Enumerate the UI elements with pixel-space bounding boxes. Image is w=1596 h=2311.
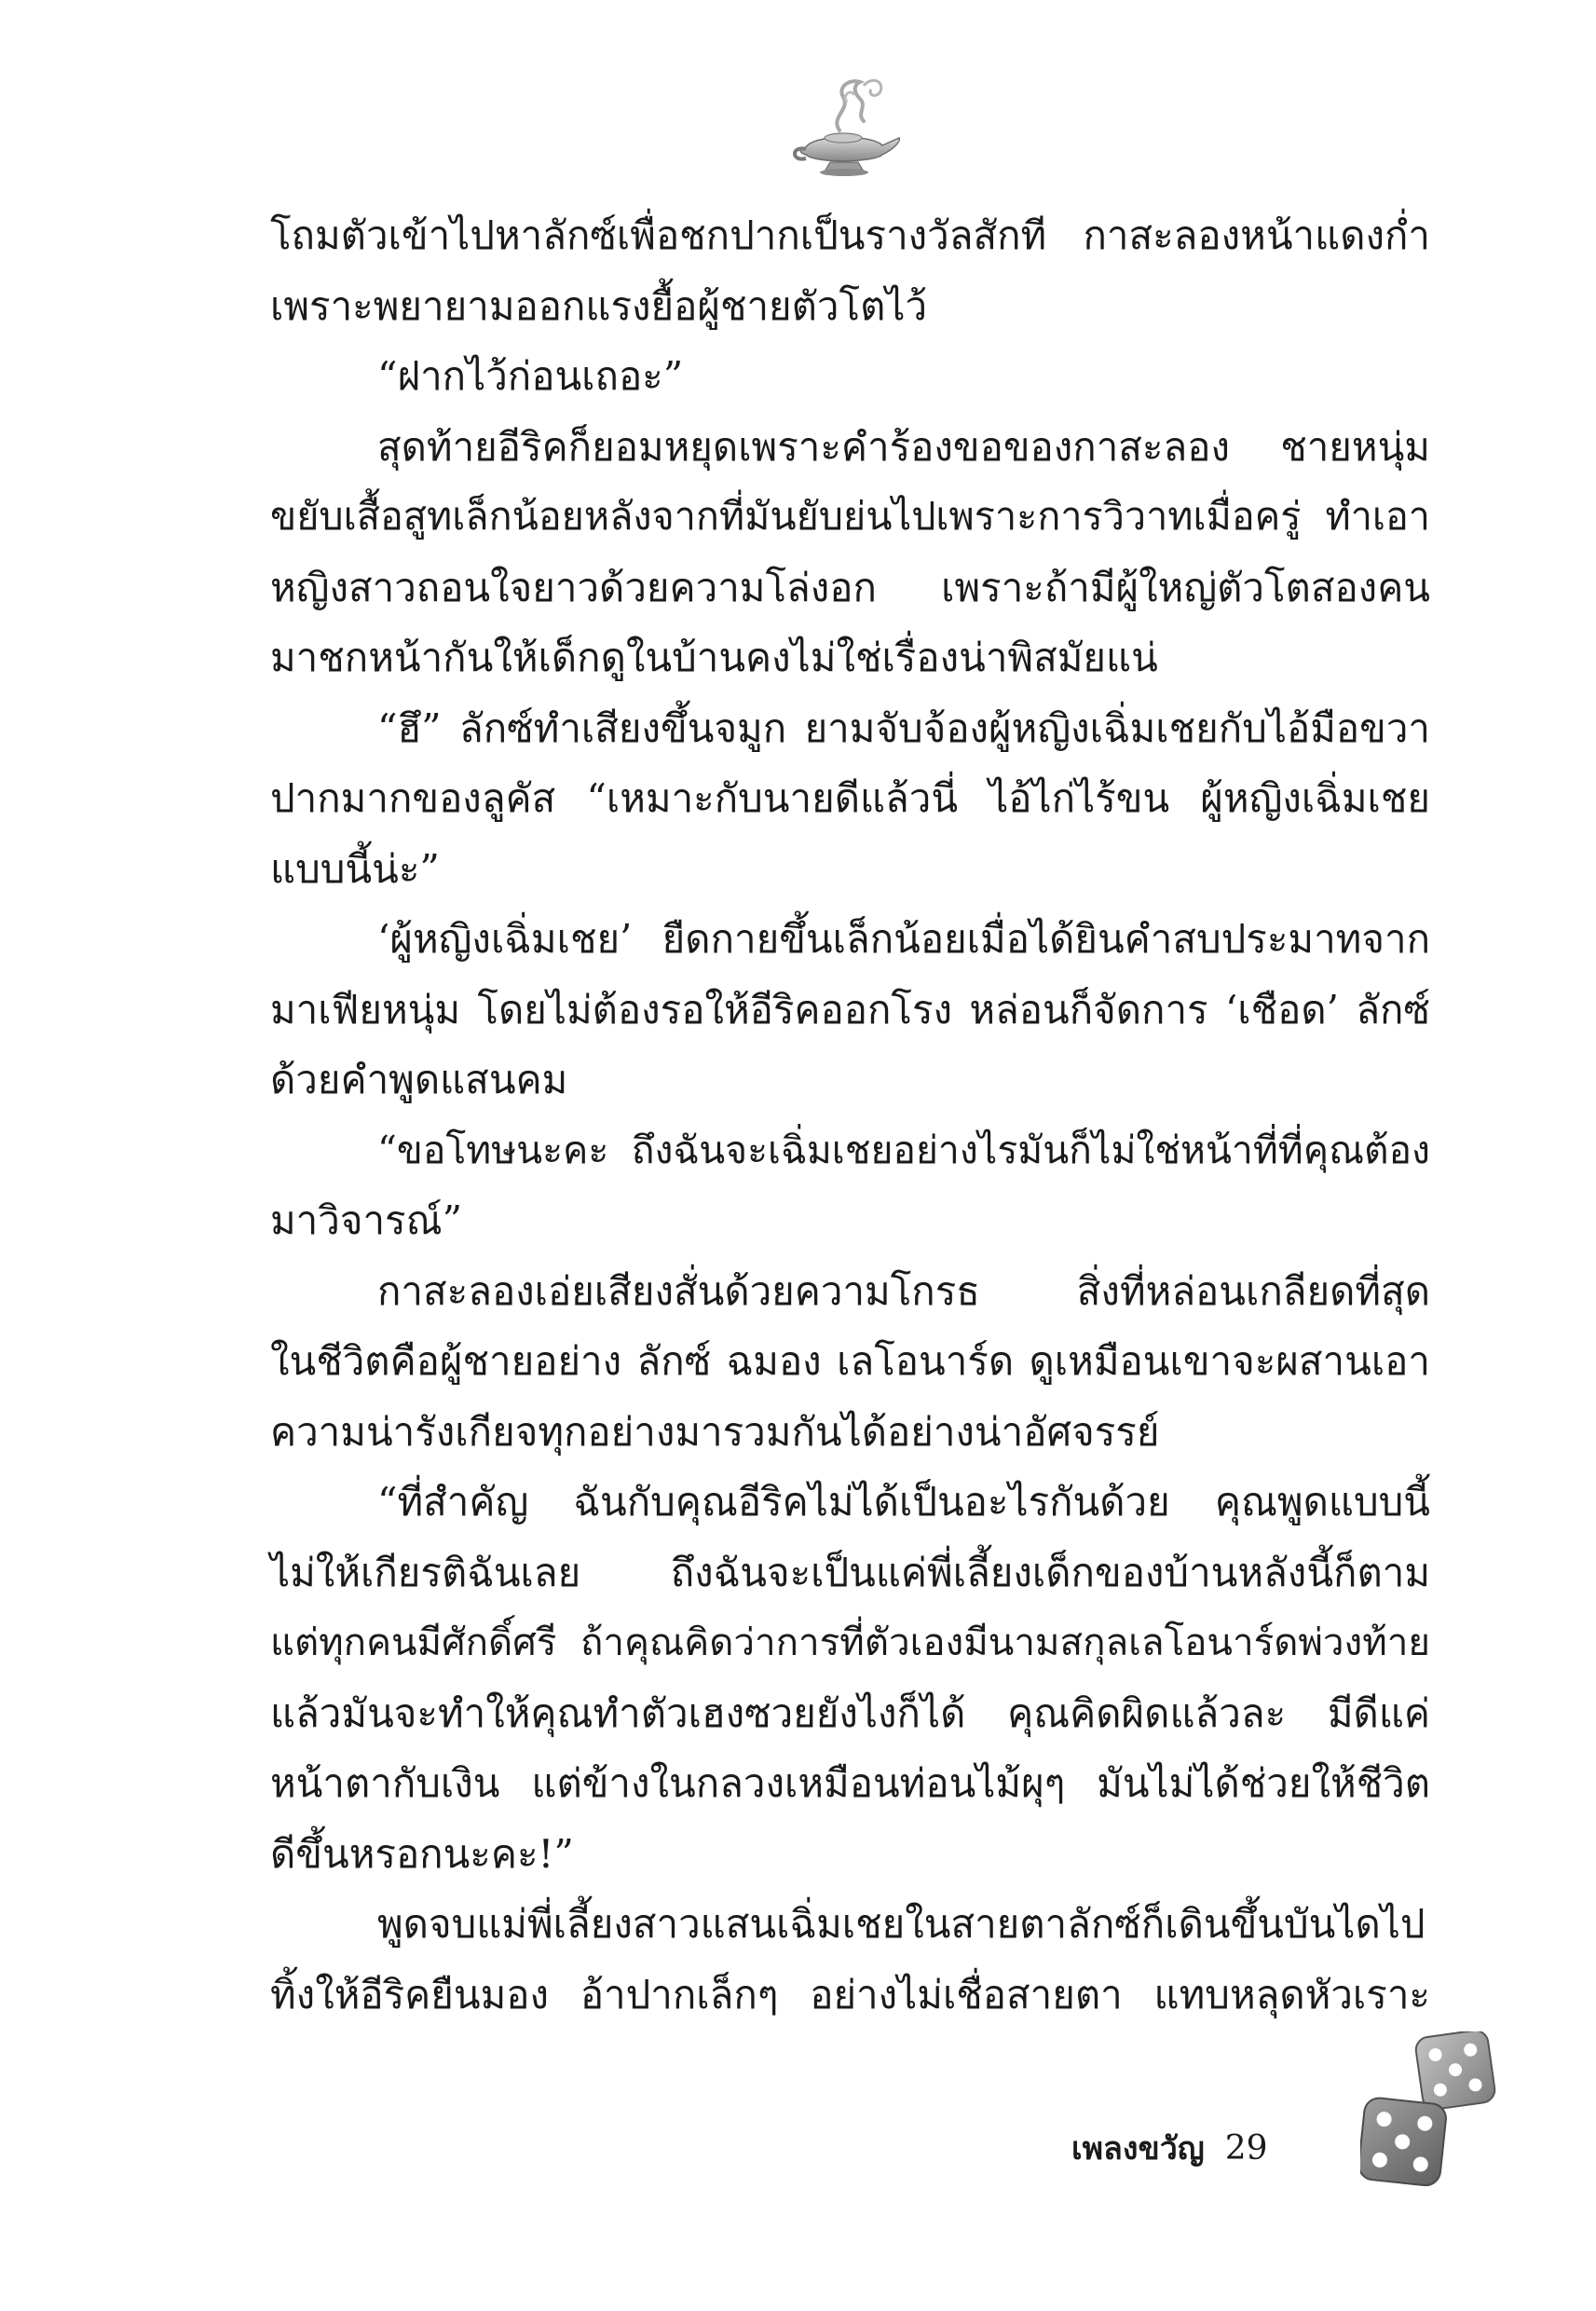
text-line: ในชีวิตคือผู้ชายอย่าง ลักซ์ ฉมอง เลโอนาร์ด ดูเหมือนเขาจะผสานเอา <box>270 1338 1430 1384</box>
text-line: เพราะพยายามออกแรงยื้อผู้ชายตัวโตไว้ <box>270 282 928 329</box>
text-line: ไม่ให้เกียรติฉันเลย ถึงฉันจะเป็นแค่พี่เลี้ยงเด็กของบ้านหลังนี้ก็ตาม <box>270 1549 1430 1595</box>
book-title: เพลงขวัญ <box>1071 2130 1205 2167</box>
text-line: ทิ้งให้อีริคยืนมอง อ้าปากเล็กๆ อย่างไม่เชื่อสายตา แทบหลุดหัวเราะ <box>270 1971 1430 2017</box>
text-line: ความน่ารังเกียจทุกอย่างมารวมกันได้อย่างน่าอัศจรรย์ <box>270 1408 1160 1455</box>
text-line: “ฮึ” ลักซ์ทำเสียงขึ้นจมูก ยามจับจ้องผู้หญิงเฉิ่มเชยกับไอ้มือขวา <box>377 704 1430 751</box>
page-footer <box>1071 2120 1268 2176</box>
text-line: มาวิจารณ์” <box>270 1197 463 1243</box>
text-line: แต่ทุกคนมีศักดิ์ศรี ถ้าคุณคิดว่าการที่ตัวเองมีนามสกุลเลโอนาร์ดพ่วงท้าย <box>270 1620 1430 1664</box>
text-line: มาชกหน้ากันให้เด็กดูในบ้านคงไม่ใช่เรื่องน่าพิสมัยแน่ <box>270 635 1158 680</box>
text-line: แบบนี้น่ะ” <box>270 845 440 892</box>
text-line: ปากมากของลูคัส “เหมาะกับนายดีแล้วนี่ ไอ้ไก่ไร้ขน ผู้หญิงเฉิ่มเชย <box>270 775 1430 821</box>
text-line: ด้วยคำพูดแสนคม <box>270 1057 568 1102</box>
genie-lamp-icon <box>785 65 907 186</box>
page-number: 29 <box>1224 2128 1268 2167</box>
text-line: มาเฟียหนุ่ม โดยไม่ต้องรอให้อีริคออกโรง หล่อนก็จัดการ ‘เชือด’ ลักซ์ <box>270 986 1430 1032</box>
text-line: แล้วมันจะทำให้คุณทำตัวเฮงซวยยังไงก็ได้ คุณคิดผิดแล้วละ มีดีแค่ <box>270 1689 1430 1736</box>
text-line: หน้าตากับเงิน แต่ข้างในกลวงเหมือนท่อนไม้ผุๆ มันไม่ได้ช่วยให้ชีวิต <box>270 1760 1430 1806</box>
text-line: “ฝากไว้ก่อนเถอะ” <box>377 353 684 399</box>
text-line: กาสะลองเอ่ยเสียงสั่นด้วยความโกรธ สิ่งที่หล่อนเกลียดที่สุด <box>377 1267 1430 1314</box>
text-line: ดีขึ้นหรอกนะคะ!” <box>270 1830 574 1877</box>
text-line: ‘ผู้หญิงเฉิ่มเชย’ ยืดกายขึ้นเล็กน้อยเมื่อได้ยินคำสบประมาทจาก <box>377 916 1430 962</box>
text-line: สุดท้ายอีริคก็ยอมหยุดเพราะคำร้องขอของกาสะลอง ชายหนุ่ม <box>377 423 1430 470</box>
text-line: “ขอโทษนะคะ ถึงฉันจะเฉิ่มเชยอย่างไรมันก็ไม่ใช่หน้าที่ที่คุณต้อง <box>377 1127 1430 1172</box>
text-line: “ที่สำคัญ ฉันกับคุณอีริคไม่ได้เป็นอะไรกันด้วย คุณพูดแบบนี้ <box>377 1479 1430 1525</box>
text-line: หญิงสาวถอนใจยาวด้วยความโล่งอก เพราะถ้ามีผู้ใหญ่ตัวโตสองคน <box>270 564 1430 610</box>
text-line: พูดจบแม่พี่เลี้ยงสาวแสนเฉิ่มเชยในสายตาลักซ์ก็เดินขึ้นบันไดไป <box>377 1901 1425 1947</box>
text-line: โถมตัวเข้าไปหาลักซ์เพื่อชกปากเป็นรางวัลสักที กาสะลองหน้าแดงก่ำ <box>270 212 1430 258</box>
dice-icon <box>1360 2031 1500 2199</box>
text-line: ขยับเสื้อสูทเล็กน้อยหลังจากที่มันยับย่นไปเพราะการวิวาทเมื่อครู่ ทำเอา <box>270 494 1430 539</box>
body-text <box>270 200 1430 2030</box>
